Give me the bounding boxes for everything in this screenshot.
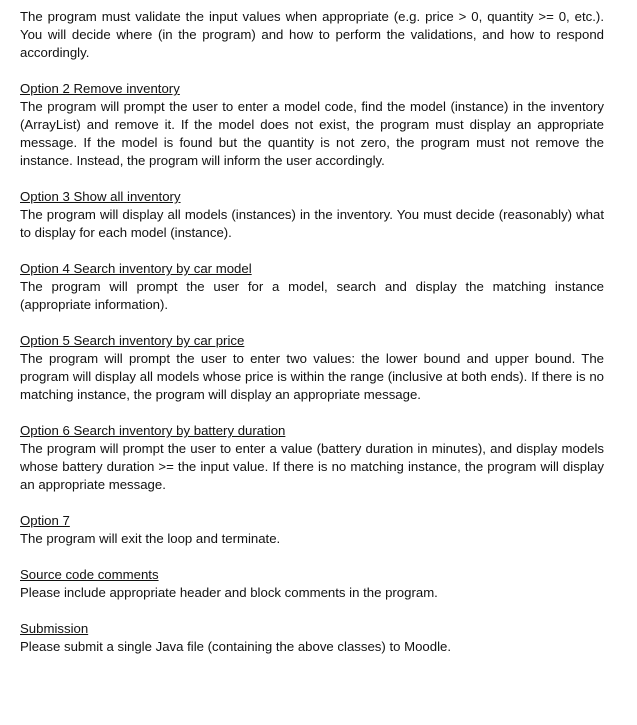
- section-body: Please submit a single Java file (containing the above classes) to Moodle.: [20, 639, 452, 654]
- section-option-6: [20, 422, 604, 494]
- section-heading: Option 6 Search inventory by battery duration: [20, 423, 286, 438]
- section-body: The program will prompt the user to enter a model code, find the model (instance) in the inventory (ArrayList) and remove it. If the model does not exist, the program must display an appropriate message. If the model is found but the quantity is not zero, the program must not remove the instance. Instead, the program will inform the user accordingly.: [20, 99, 604, 168]
- section-option-2: [20, 80, 604, 170]
- section-body: The program will exit the loop and terminate.: [20, 531, 281, 546]
- section-body: The program will prompt the user to enter a value (battery duration in minutes), and display models whose battery duration >= the input value. If there is no matching instance, the program will display an appropriate message.: [20, 441, 604, 492]
- section-body: The program will display all models (instances) in the inventory. You must decide (reasonably) what to display for each model (instance).: [20, 207, 604, 240]
- section-heading: Option 3 Show all inventory: [20, 189, 181, 204]
- section-source-code-comments: [20, 566, 604, 602]
- section-option-3: [20, 188, 604, 242]
- section-option-7: [20, 512, 604, 548]
- section-body: The program will prompt the user for a model, search and display the matching instance (appropriate information).: [20, 279, 604, 312]
- section-heading: Option 2 Remove inventory: [20, 81, 180, 96]
- section-heading: Option 5 Search inventory by car price: [20, 333, 245, 348]
- section-heading: Source code comments: [20, 567, 159, 582]
- section-heading: Option 7: [20, 513, 70, 528]
- section-body: Please include appropriate header and block comments in the program.: [20, 585, 438, 600]
- intro-paragraph: The program must validate the input values when appropriate (e.g. price > 0, quantity >= 0, etc.). You will decide where (in the program) and how to perform the validations, and how to respond accordingly.: [20, 9, 604, 60]
- section-heading: Submission: [20, 621, 89, 636]
- document-page: [20, 8, 604, 656]
- section-option-5: [20, 332, 604, 404]
- section-option-4: [20, 260, 604, 314]
- section-body: The program will prompt the user to enter two values: the lower bound and upper bound. The program will display all models whose price is within the range (inclusive at both ends). If there is no matching instance, the program will display an appropriate message.: [20, 351, 604, 402]
- section-submission: [20, 620, 604, 656]
- section-heading: Option 4 Search inventory by car model: [20, 261, 252, 276]
